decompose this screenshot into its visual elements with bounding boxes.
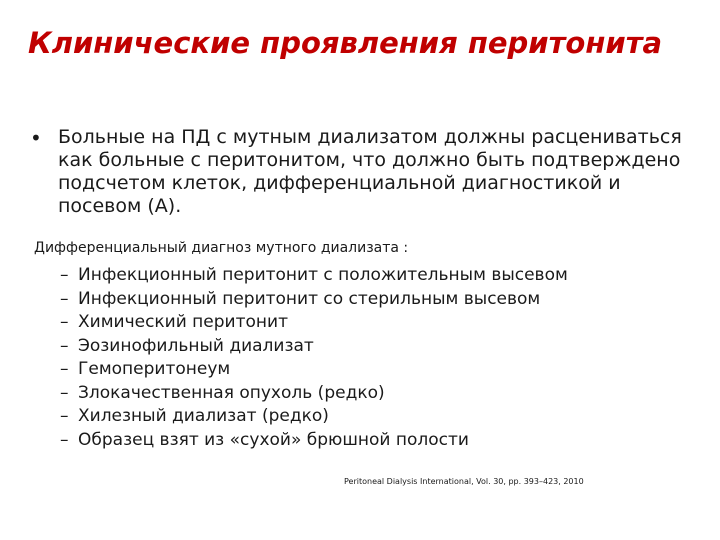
diff-diagnosis-text: Злокачественная опухоль (редко): [78, 382, 385, 403]
diff-diagnosis-text: Химический перитонит: [78, 312, 288, 332]
diff-diagnosis-text: Гемоперитонеум: [78, 359, 231, 379]
slide-title: Клинические проявления перитонита: [28, 26, 663, 60]
list-dash: –: [60, 265, 69, 285]
diff-diagnosis-item: [60, 358, 568, 382]
diff-diagnosis-text: Хилезный диализат (редко): [78, 406, 329, 426]
list-dash: –: [60, 406, 69, 426]
list-dash: –: [60, 359, 69, 379]
diff-diagnosis-item: [60, 405, 568, 429]
diff-diagnosis-text: Инфекционный перитонит с положительным высевом: [78, 265, 568, 285]
diff-diagnosis-text: Эозинофильный диализат: [78, 335, 314, 356]
diff-diagnosis-item: [60, 311, 568, 335]
diff-diagnosis-text: Инфекционный перитонит со стерильным высевом: [78, 288, 541, 309]
diff-diagnosis-list: [60, 264, 568, 452]
main-bullet: [30, 126, 690, 218]
list-dash: –: [60, 288, 69, 309]
diff-diagnosis-item: [60, 335, 568, 359]
list-dash: –: [60, 335, 69, 356]
diff-diagnosis-item: [60, 382, 568, 406]
bullet-marker: •: [30, 126, 42, 150]
diff-diagnosis-item: [60, 288, 568, 312]
list-dash: –: [60, 382, 69, 403]
diff-diagnosis-item: [60, 429, 568, 453]
list-dash: –: [60, 312, 69, 332]
list-dash: –: [60, 429, 69, 450]
bullet-text: Больные на ПД с мутным диализатом должны расцениваться как больные с перитонитом, что должно быть подтверждено подсчетом клеток, дифференциальной диагностикой и посевом (А).: [58, 126, 682, 217]
citation: Peritoneal Dialysis International, Vol. 30, pp. 393–423, 2010: [344, 477, 584, 486]
diff-diagnosis-heading: Дифференциальный диагноз мутного диализата :: [34, 240, 409, 256]
diff-diagnosis-text: Образец взят из «сухой» брюшной полости: [78, 429, 469, 450]
diff-diagnosis-item: [60, 264, 568, 288]
